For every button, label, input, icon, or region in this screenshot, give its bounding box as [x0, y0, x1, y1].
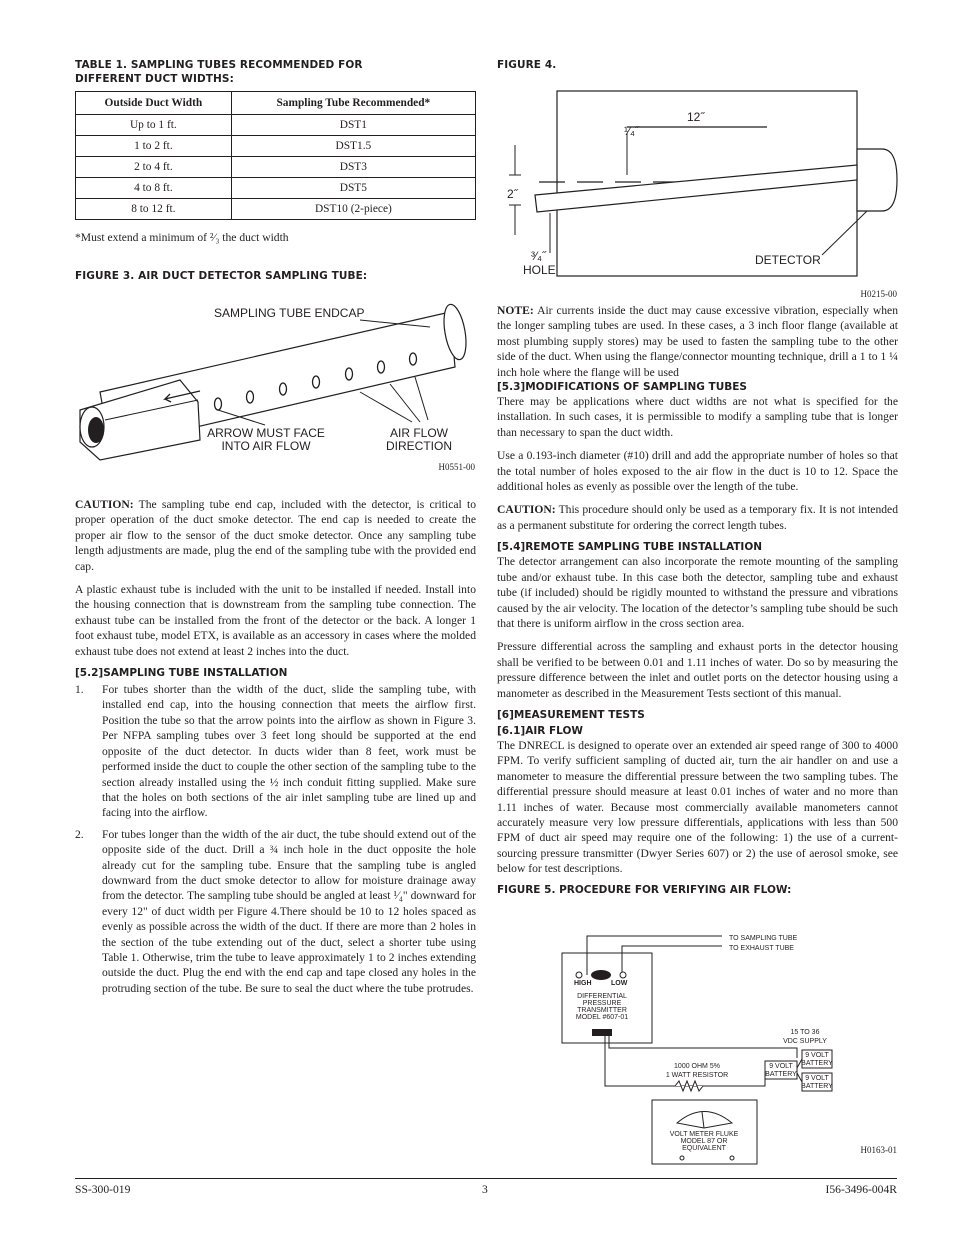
table-cell: 1 to 2 ft.: [76, 136, 232, 157]
detector-housing: [857, 149, 897, 211]
table-cell: DST10 (2-piece): [231, 199, 475, 220]
airflow-label-1: AIR FLOW: [389, 426, 449, 440]
meter-terminal-left: [680, 1156, 684, 1160]
arrow-label-2: INTO AIR FLOW: [221, 439, 311, 453]
sampling-tubes-table: [75, 91, 476, 220]
high-label: HIGH: [574, 980, 592, 987]
high-port: [576, 972, 582, 978]
battery-label-6: BATTERY: [801, 1083, 833, 1090]
list-item: [75, 827, 476, 996]
to-sampling-label: TO SAMPLING TUBE: [729, 935, 798, 942]
table1-footnote: *Must extend a minimum of ²⁄₃ the duct width: [75, 231, 289, 244]
right-body-text: [497, 303, 898, 897]
section-5-2-heading: [5.2]SAMPLING TUBE INSTALLATION: [75, 667, 288, 680]
modification-paragraph-2: Use a 0.193-inch diameter (#10) drill and add the appropriate number of holes so that the total number of holes exposed to the air flow in the duct is 10 to 12. Space the additional holes as evenly as possible over the length of the tube.: [497, 449, 898, 494]
caution2-body: This procedure should only be used as a temporary fix. It is not intended as a permanent substitute for ordering the correct length tubes.: [497, 503, 898, 532]
list-item-text: For tubes shorter than the width of the duct, slide the sampling tube, with installed end cap, into the housing connection that meets the airflow first. Position the tube so that the arrow points into the airflow as shown in Figure 3. Per NFPA sampling tubes over 3 feet long should be supported at the end opposite of the duct detector. In ducts wider than 8 feet, work must be performed inside the duct to couple the other section of the sampling tube to the section already installed using the ½ inch conduit fitting supplied. Make sure that the holes on both sections of the air inlet sampling tube are lined up and facing into the airflow.: [102, 683, 476, 820]
figure4-angle-diagram: [497, 85, 902, 303]
remote-paragraph: The detector arrangement can also incorporate the remote mounting of the sampling tube and/or exhaust tube. In this case both the detector, sampling tube and exhaust tube (if included) should be rigidly mounted to withstand the pressure and vibrations caused by the air velocity. The location of the detector’s sampling tube should be such that there is uniform airflow in the cross section area.: [497, 555, 898, 630]
battery-label-3: 9 VOLT: [805, 1052, 829, 1059]
label-hole-fraction: ³⁄₄˝: [531, 249, 546, 263]
page-number: 3: [482, 1183, 488, 1196]
note-body: Air currents inside the duct may cause excessive vibration, especially when the longer sampling tubes are used. In these cases, a 3 inch floor flange (available at most plumbing supply stores) may be used to fasten the sampling tube to the other side of the duct. When using the flange/connector mounting technique, drill a 1 to 1 ¼ inch hole where the flange will be used: [497, 304, 898, 379]
transmitter-label-4: MODEL #607-01: [575, 1014, 629, 1021]
label-detector: DETECTOR: [755, 253, 821, 267]
table-header-cell: Sampling Tube Recommended*: [231, 92, 475, 115]
table-header-cell: Outside Duct Width: [76, 92, 232, 115]
supply-label-1: 15 TO 36: [790, 1029, 820, 1036]
caution2-paragraph: [497, 502, 898, 533]
label-quarter-inch: ¹⁄₄˝: [624, 124, 639, 138]
caution-paragraph: [75, 497, 476, 574]
table-cell: DST3: [231, 157, 475, 178]
airflow-label-2: DIRECTION: [386, 439, 452, 453]
caution2-label: CAUTION:: [497, 503, 556, 517]
resistor-symbol: [675, 1081, 703, 1091]
endcap-label: SAMPLING TUBE ENDCAP: [214, 306, 365, 320]
label-hole: HOLE: [523, 263, 556, 277]
label-12-inch: 12˝: [687, 110, 705, 124]
resistor-label-2: 1 WATT RESISTOR: [665, 1072, 729, 1079]
table-header-row: [76, 92, 476, 115]
list-item: [75, 682, 476, 821]
list-item-number: 1.: [75, 683, 84, 697]
transmitter-label-3: TRANSMITTER: [577, 1007, 627, 1014]
note-label: NOTE:: [497, 304, 534, 317]
list-item-number: 2.: [75, 827, 84, 841]
figure4-heading: [497, 58, 556, 72]
note-paragraph: [497, 303, 898, 380]
table-cell: 8 to 12 ft.: [76, 199, 232, 220]
battery-label-4: BATTERY: [801, 1060, 833, 1067]
table-cell: DST1.5: [231, 136, 475, 157]
arrow-label-1: ARROW MUST FACE: [207, 426, 325, 440]
modification-paragraph-1: There may be applications where duct widths are not what is specified for the installation. In such cases, it is permissible to modify a sampling tube that is longer than necessary to span the duct width.: [497, 395, 898, 439]
footer-rule: [75, 1178, 897, 1179]
terminal-block: [592, 1029, 612, 1036]
figure3-code: H0551-00: [438, 462, 475, 472]
footer-doc-id: SS-300-019: [75, 1183, 131, 1196]
meter-label-1: VOLT METER FLUKE: [669, 1131, 739, 1138]
supply-label-2: VDC SUPPLY: [783, 1038, 827, 1045]
table-cell: 4 to 8 ft.: [76, 178, 232, 199]
battery-label-1: 9 VOLT: [769, 1063, 793, 1070]
installation-steps-list: [75, 682, 476, 996]
table1-section: [75, 58, 476, 245]
figure3-heading: [75, 269, 367, 283]
table-cell: DST1: [231, 115, 475, 136]
section-6-1-heading: [6.1]AIR FLOW: [497, 724, 583, 737]
figure4-code: H0215-00: [860, 289, 897, 299]
table-row: [76, 157, 476, 178]
pressure-paragraph: Pressure differential across the sampling and exhaust ports in the detector housing shall be verified to be between 0.01 and 1.11 inches of water. Do so by measuring the pressure difference between the inlet and outlet ports on the detector housing using a manometer as described in the Measurement Tests sectiont of this manual.: [497, 640, 898, 700]
figure3-sampling-tube-diagram: [70, 292, 480, 477]
list-item-text: For tubes longer than the width of the air duct, the tube should extend out of the opposite side of the duct. Drill a ¾ inch hole in the duct opposite the hole already cut for the sampling tube. Ensure that the sampling tube is angled downward from the duct smoke detector to allow for moisture drainage away from the detector. The sampling tube should be angled at least ¹⁄₄" downward for every 12" of duct width per Figure 4.There should be 10 to 12 holes spaced as evenly as possible across the width of the duct. If there are more than 2 holes in the section of the tube extending out of the duct, select a shorter tube using Table 1. Otherwise, trim the tube to leave approximately 1 to 2 inches extending outside the duct. Plug the end with the end cap and tape closed any holes in the protruding section of the tube. Be sure to seal the duct where the tube protrudes.: [102, 827, 476, 995]
caution-body: The sampling tube end cap, included with the detector, is critical to proper operation of the duct smoke detector. The end cap is needed to create the proper air flow to the sensor of the duct smoke detector. Once any sampling tube length adjustments are made, plug the end of the sampling tube with the provided end cap.: [75, 498, 476, 573]
caution-label: CAUTION:: [75, 498, 134, 511]
figure5-heading: FIGURE 5. PROCEDURE FOR VERIFYING AIR FLOW:: [497, 883, 792, 896]
table1-heading-line2: DIFFERENT DUCT WIDTHS:: [75, 73, 234, 85]
table-row: [76, 115, 476, 136]
table-cell: 2 to 4 ft.: [76, 157, 232, 178]
transmitter-label-1: DIFFERENTIAL: [577, 993, 627, 1000]
to-exhaust-label: TO EXHAUST TUBE: [729, 945, 794, 952]
figure5-airflow-diagram: [497, 928, 902, 1168]
meter-label-2: MODEL 87 OR: [680, 1138, 728, 1145]
table-row: [76, 178, 476, 199]
footer-part-number: I56-3496-004R: [825, 1183, 897, 1196]
section-5-3-heading: [5.3]MODIFICATIONS OF SAMPLING TUBES: [497, 381, 747, 394]
resistor-label-1: 1000 OHM 5%: [674, 1063, 720, 1070]
battery-label-5: 9 VOLT: [805, 1075, 829, 1082]
connector-hole: [88, 417, 104, 443]
figure3-heading-text: FIGURE 3. AIR DUCT DETECTOR SAMPLING TUBE:: [75, 270, 368, 282]
airflow-paragraph: The DNRECL is designed to operate over an extended air speed range of 300 to 4000 FPM. To verify sufficient sampling of ducted air, turn the air handler on and use a manometer to measure the differential pressure between the two sampling tubes. The differential pressure should measure at least 0.01 inches of water and no more than 1.11 inches of water. Because most commercially available manometers cannot accurately measure very low pressure differentials, applications with less than 500 FPM of duct air speed may require one of the following: 1) the use of a current-sourcing pressure transmitter (Dwyer Series 607) or 2) the use of aerosol smoke, see below for test descriptions.: [497, 738, 898, 876]
table-cell: DST5: [231, 178, 475, 199]
dwyer-logo: [591, 970, 611, 980]
figure4-heading-text: FIGURE 4.: [497, 59, 557, 71]
battery-label-2: BATTERY: [765, 1071, 797, 1078]
table-row: [76, 199, 476, 220]
meter-label-3: EQUIVALENT: [682, 1145, 726, 1152]
section-6-heading: [6]MEASUREMENT TESTS: [497, 708, 645, 721]
low-port: [620, 972, 626, 978]
transmitter-label-2: PRESSURE: [582, 1000, 622, 1007]
label-2-inch: 2˝: [507, 187, 518, 201]
meter-terminal-right: [730, 1156, 734, 1160]
figure5-code: H0163-01: [860, 1145, 897, 1155]
table1-heading-line1: TABLE 1. SAMPLING TUBES RECOMMENDED FOR: [75, 59, 363, 71]
table-row: [76, 136, 476, 157]
exhaust-paragraph: A plastic exhaust tube is included with the unit to be installed if needed. Install into the housing connection that is downstream from the sampling tube connection. The exhaust tube can be installed from the front of the detector or the back. A longer 1 foot exhaust tube, model ETX, is available as an accessory in cases where the molded exhaust tube does not extend at least 2 inches into the duct.: [75, 583, 476, 658]
left-body-text: [75, 497, 476, 996]
section-5-4-heading: [5.4]REMOTE SAMPLING TUBE INSTALLATION: [497, 541, 763, 554]
table-cell: Up to 1 ft.: [76, 115, 232, 136]
low-label: LOW: [611, 980, 628, 987]
